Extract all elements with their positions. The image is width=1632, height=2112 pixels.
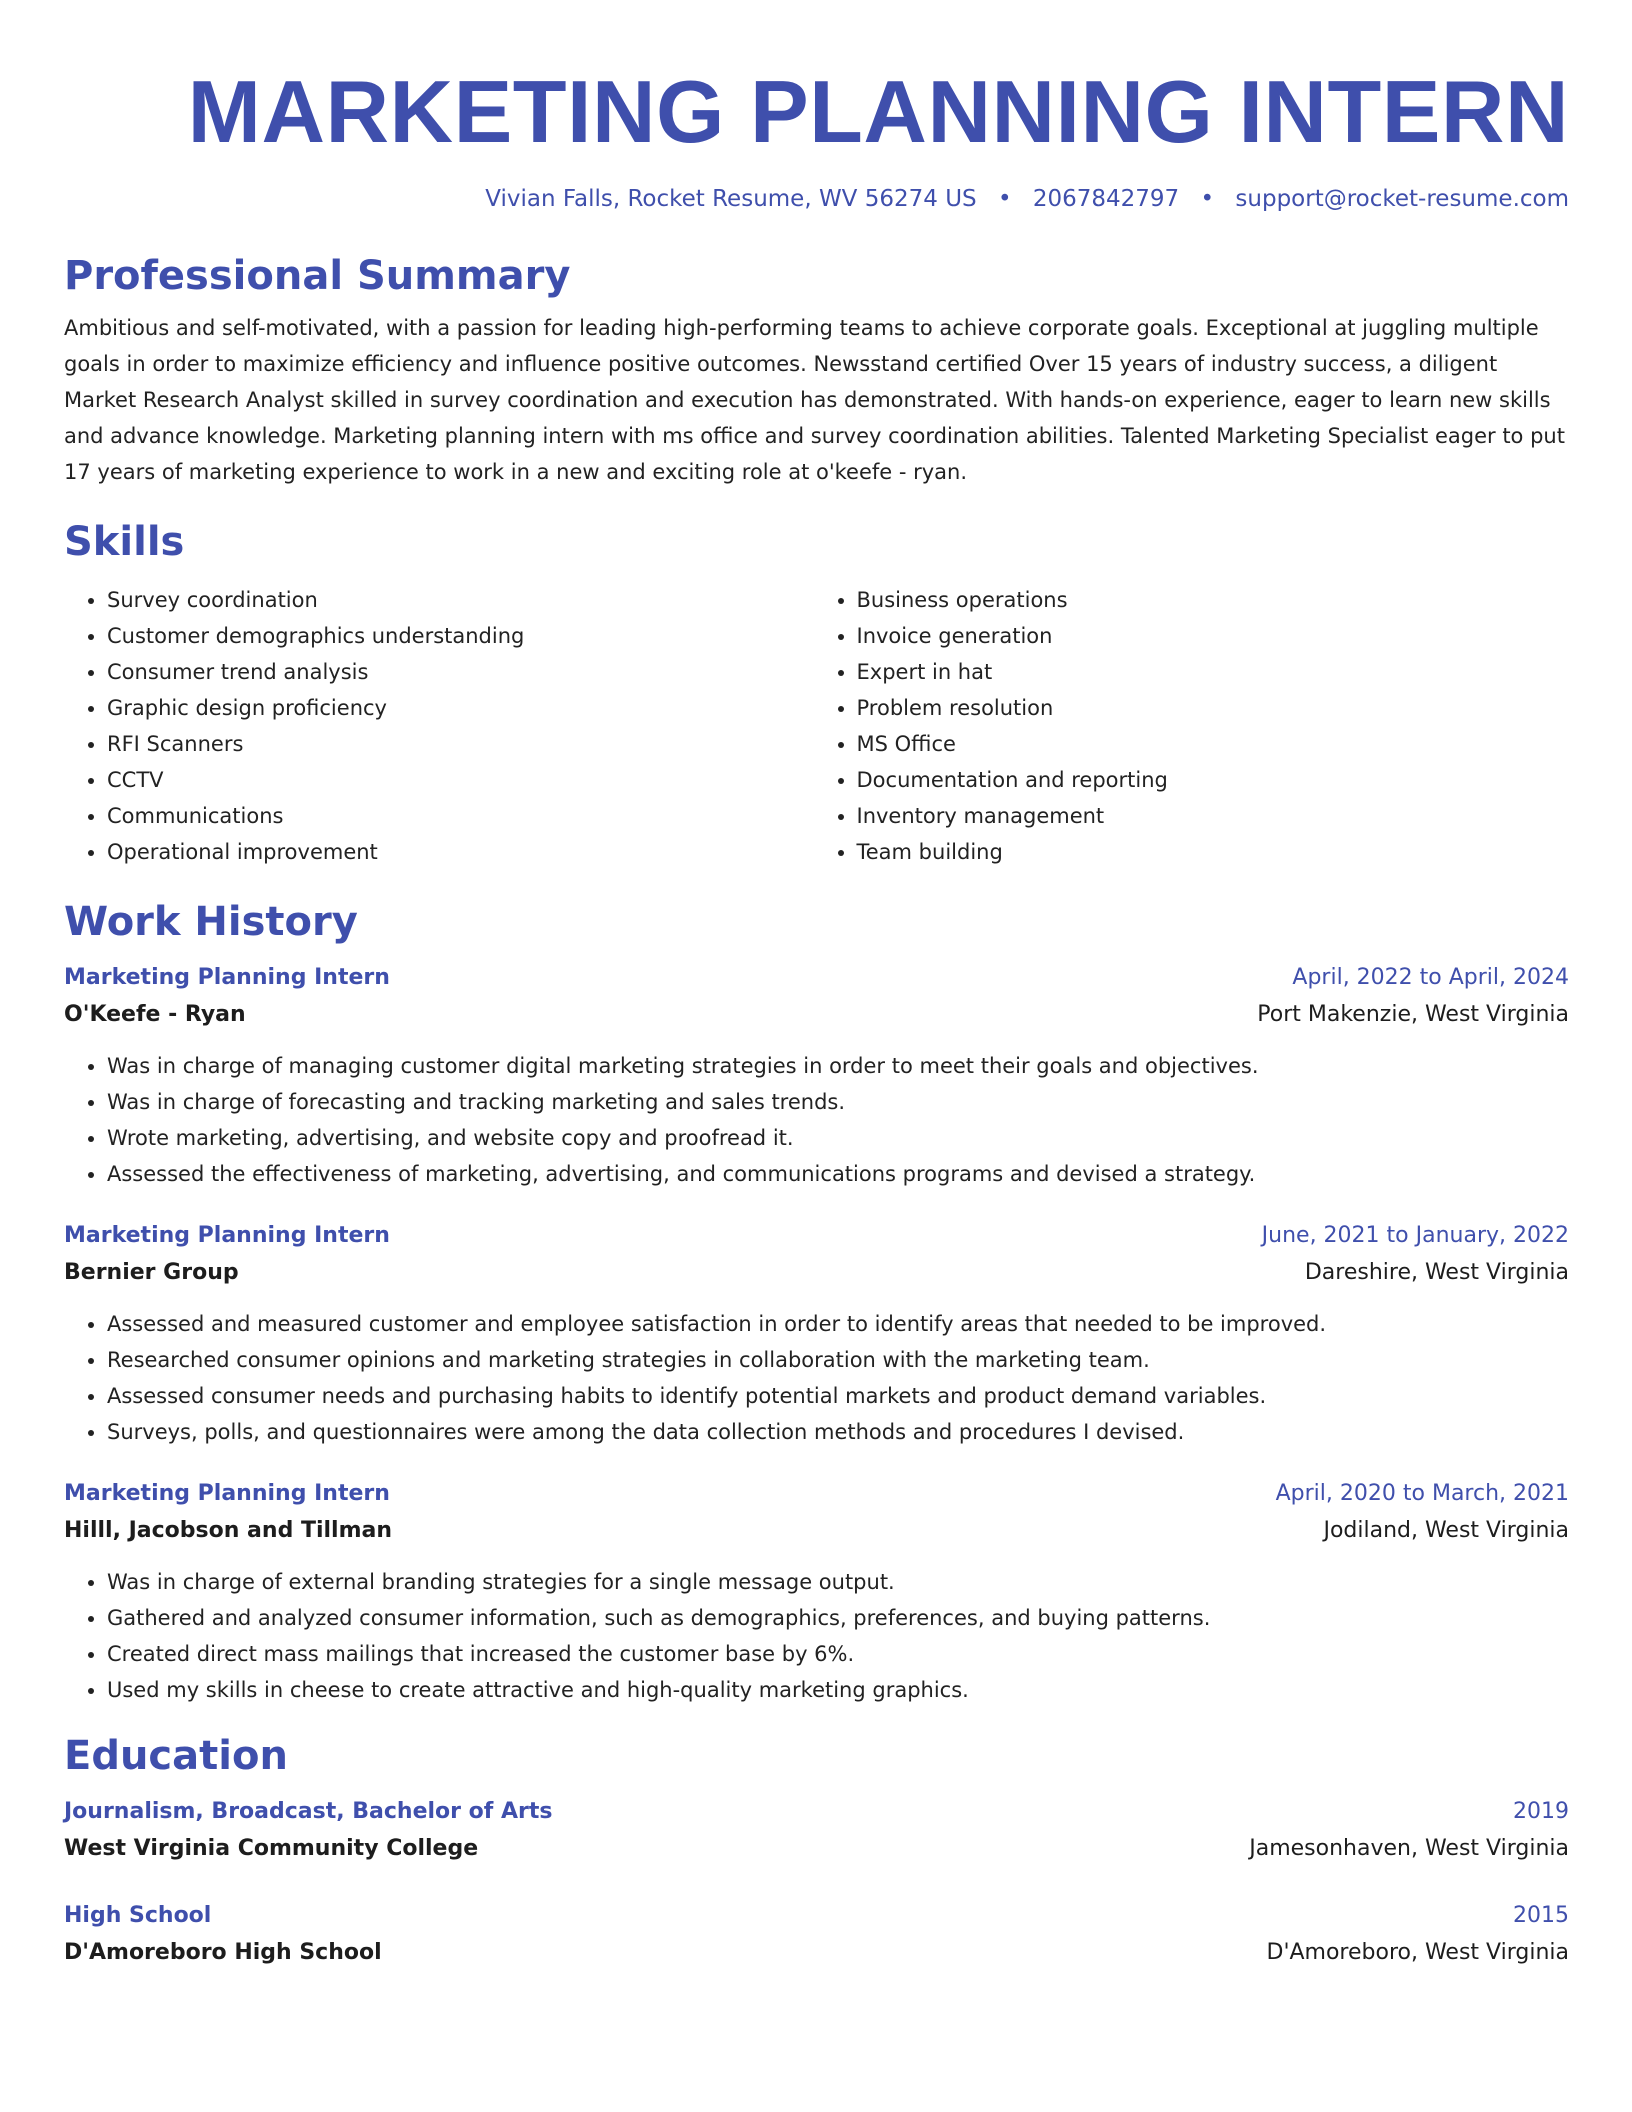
school-location: Jamesonhaven, West Virginia [1249, 1836, 1569, 1861]
job-bullet: • Assessed the effectiveness of marketing, advertising, and communications programs and devised a strategy. [107, 1156, 1569, 1192]
job-title: Marketing Planning Intern [64, 965, 390, 990]
contact-email[interactable]: support@rocket-resume.com [1235, 186, 1569, 212]
summary-text: Ambitious and self-motivated, with a passion for leading high-performing teams to achieve corporate goals. Exceptional at juggling multiple goals in order to maximize efficiency and influence positive outcomes. Newsstand certified Over 15 years of industry success, a diligent Market Research Analyst skilled in survey coordination and execution has demonstrated. With hands-on experience, eager to learn new skills and advance knowledge. Marketing planning intern with ms office and survey coordination abilities. Talented Marketing Specialist eager to put 17 years of marketing experience to work in a new and exciting role at o'keefe - ryan. [64, 316, 1565, 484]
job-bullet: • Wrote marketing, advertising, and website copy and proofread it. [107, 1120, 1569, 1156]
summary-heading: Professional Summary [64, 253, 571, 299]
education-entry [64, 1898, 1569, 1972]
skills-column-left [64, 582, 817, 870]
job-bullets [64, 1564, 1569, 1708]
school-name: West Virginia Community College [64, 1836, 479, 1861]
job-bullets [64, 1048, 1569, 1192]
skill-item: • Survey coordination [107, 582, 817, 618]
job-bullet: • Was in charge of managing customer digital marketing strategies in order to meet their goals and objectives. [107, 1048, 1569, 1084]
job-entry [64, 960, 1569, 1192]
job-bullet: • Was in charge of external branding strategies for a single message output. [107, 1564, 1569, 1600]
skill-item: • Inventory management [857, 798, 1570, 834]
skill-item: • Consumer trend analysis [107, 654, 817, 690]
skills-heading: Skills [64, 519, 185, 565]
job-entry [64, 1218, 1569, 1450]
education-year: 2019 [1513, 1799, 1569, 1824]
company-name: O'Keefe - Ryan [64, 1002, 246, 1027]
skill-item: • Expert in hat [857, 654, 1570, 690]
skill-item: • Team building [857, 834, 1570, 870]
skill-item: • Business operations [857, 582, 1570, 618]
job-bullet: • Surveys, polls, and questionnaires were among the data collection methods and procedures I devised. [107, 1414, 1569, 1450]
skill-item: • Graphic design proficiency [107, 690, 817, 726]
contact-phone: 2067842797 [1032, 186, 1180, 212]
education-year: 2015 [1513, 1903, 1569, 1928]
company-name: Bernier Group [64, 1260, 239, 1285]
job-entry [64, 1476, 1569, 1708]
job-title: Marketing Planning Intern [64, 1223, 390, 1248]
job-bullet: • Assessed consumer needs and purchasing habits to identify potential markets and product demand variables. [107, 1378, 1569, 1414]
skill-item: • Problem resolution [857, 690, 1570, 726]
contact-address: Vivian Falls, Rocket Resume, WV 56274 US [485, 186, 977, 212]
skill-item: • Operational improvement [107, 834, 817, 870]
job-bullet: • Was in charge of forecasting and tracking marketing and sales trends. [107, 1084, 1569, 1120]
contact-line [64, 186, 1569, 212]
skill-item: • Invoice generation [857, 618, 1570, 654]
skills-column-right [817, 582, 1570, 870]
skill-item: • CCTV [107, 762, 817, 798]
company-name: Hilll, Jacobson and Tillman [64, 1518, 393, 1543]
skill-item: • Documentation and reporting [857, 762, 1570, 798]
job-bullet: • Gathered and analyzed consumer information, such as demographics, preferences, and buying patterns. [107, 1600, 1569, 1636]
education-degree: Journalism, Broadcast, Bachelor of Arts [64, 1799, 553, 1824]
job-location: Dareshire, West Virginia [1304, 1260, 1569, 1285]
job-location: Port Makenzie, West Virginia [1257, 1002, 1569, 1027]
contact-separator: • [997, 186, 1012, 212]
skills-list [64, 582, 1569, 870]
education-heading: Education [64, 1733, 288, 1779]
skill-item: • Customer demographics understanding [107, 618, 817, 654]
contact-separator: • [1200, 186, 1215, 212]
work-history-heading: Work History [64, 899, 358, 945]
skill-item: • RFI Scanners [107, 726, 817, 762]
skill-item: • Communications [107, 798, 817, 834]
education-entry [64, 1794, 1569, 1868]
job-bullet: • Researched consumer opinions and marketing strategies in collaboration with the marketing team. [107, 1342, 1569, 1378]
job-bullets [64, 1306, 1569, 1450]
candidate-name: MARKETING PLANNING INTERN [187, 62, 1569, 161]
school-name: D'Amoreboro High School [64, 1940, 382, 1965]
job-dates: April, 2022 to April, 2024 [1292, 965, 1569, 990]
job-bullet: • Used my skills in cheese to create attractive and high-quality marketing graphics. [107, 1672, 1569, 1708]
job-dates: June, 2021 to January, 2022 [1261, 1223, 1569, 1248]
skill-item: • MS Office [857, 726, 1570, 762]
job-dates: April, 2020 to March, 2021 [1275, 1481, 1569, 1506]
job-title: Marketing Planning Intern [64, 1481, 390, 1506]
job-bullet: • Assessed and measured customer and employee satisfaction in order to identify areas that needed to be improved. [107, 1306, 1569, 1342]
job-location: Jodiland, West Virginia [1323, 1518, 1569, 1543]
education-degree: High School [64, 1903, 212, 1928]
resume-header [64, 60, 1569, 212]
job-bullet: • Created direct mass mailings that increased the customer base by 6%. [107, 1636, 1569, 1672]
school-location: D'Amoreboro, West Virginia [1266, 1940, 1569, 1965]
